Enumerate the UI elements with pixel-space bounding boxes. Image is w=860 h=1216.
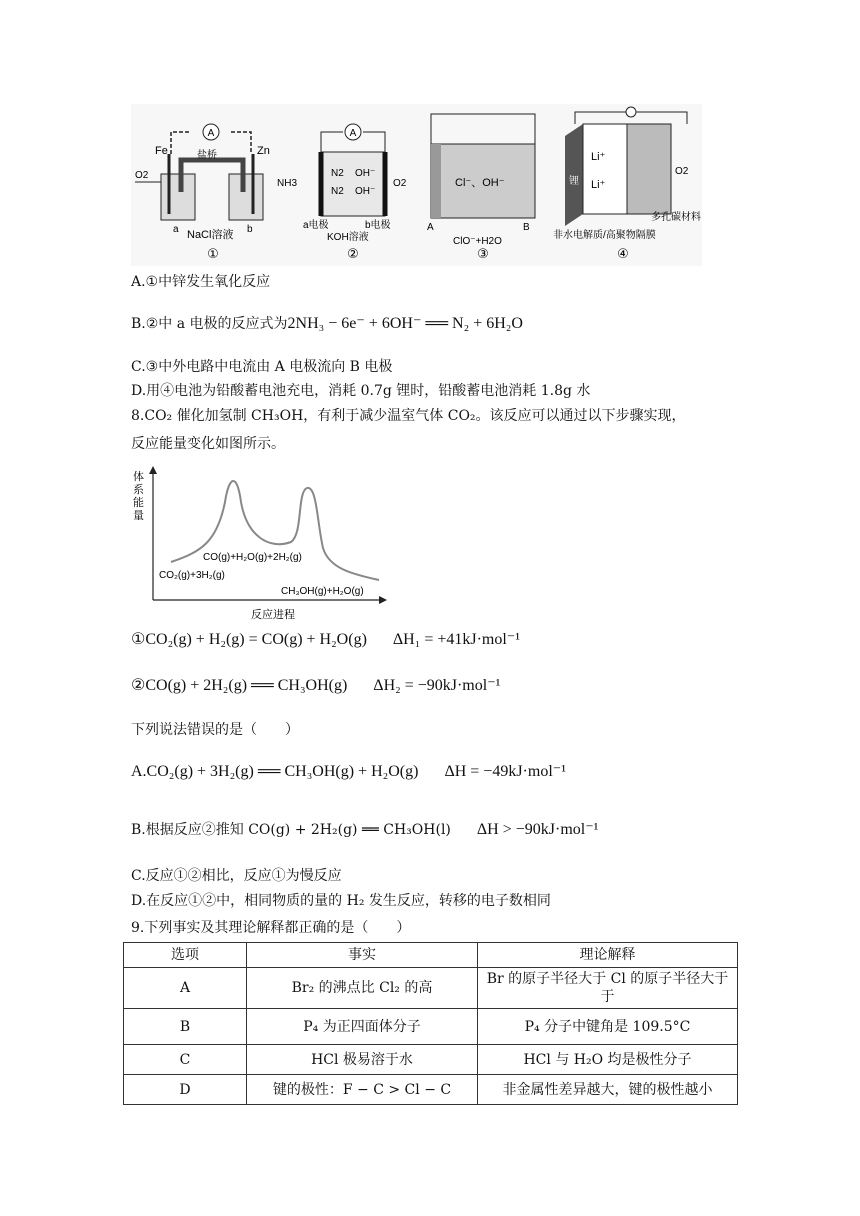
p2-oha: OH⁻ [355, 168, 376, 179]
electrochem-diagram [131, 104, 702, 266]
q8-eq1-dh: ΔH₁ = +41kJ·mol⁻¹ [392, 631, 521, 648]
p1-a: a [173, 224, 179, 235]
p2-o2: O2 [393, 178, 407, 189]
table-cell: 非金属性差异越大，键的极性越小 [478, 1075, 738, 1105]
table-cell: P₄ 分子中键角是 109.5°C [478, 1009, 738, 1045]
p2-aelec: a电极 [303, 220, 329, 231]
table-cell: B [124, 1009, 247, 1045]
q8-equation-2 [131, 676, 500, 696]
q8-equation-1 [131, 630, 520, 650]
table-cell [478, 968, 738, 1009]
table-cell: A [124, 968, 247, 1009]
table-row [124, 968, 738, 1009]
p3-b: B [523, 222, 530, 233]
table-cell: P₄ 为正四面体分子 [247, 1009, 478, 1045]
p4-lithium: 锂 [569, 176, 579, 187]
p2-nh3: NH3 [277, 178, 298, 189]
table-header-row [124, 943, 738, 968]
q8-question: 下列说法错误的是（ ） [131, 722, 299, 738]
table-header-cell: 理论解释 [478, 943, 738, 968]
energy-ylabel-4: 量 [133, 510, 144, 522]
p4-li2: Li⁺ [591, 179, 606, 191]
energy-ylabel-2: 系 [133, 484, 144, 496]
p1-fe: Fe [155, 145, 168, 157]
p2-belec: b电极 [365, 220, 391, 231]
table-row [124, 1009, 738, 1045]
q8-opt-b-dh: ΔH > −90kJ·mol⁻¹ [476, 821, 599, 838]
energy-label-end: CH₃OH(g)+H₂O(g) [281, 586, 364, 597]
q7-option-b-equation: 2NH₃ − 6e⁻ + 6OH⁻ ══ N₂ + 6H₂O [287, 315, 523, 332]
p2-meter: A [349, 128, 357, 139]
q8-eq2-dh: ΔH₂ = −90kJ·mol⁻¹ [373, 677, 501, 694]
q8-eq1-text: ①CO₂(g) + H₂(g) = CO(g) + H₂O(g) [131, 631, 367, 648]
p2-n2b: N2 [331, 186, 344, 197]
p1-saltbridge: 盐桥 [197, 150, 217, 161]
electrochem-figure [131, 104, 702, 266]
q8-stem-line2: 反应能量变化如图所示。 [131, 436, 285, 452]
p4-li1: Li⁺ [591, 151, 606, 163]
energy-diagram-svg [131, 462, 391, 624]
p3-bottom: ClO⁻+H2O [453, 236, 502, 247]
q7-option-b-prefix: B.②中 a 电极的反应式为 [131, 316, 288, 332]
energy-diagram [131, 462, 391, 624]
table-cell: 键的极性：F − C > Cl − C [247, 1075, 478, 1105]
energy-label-mid: CO(g)+H₂O(g)+2H₂(g) [203, 552, 302, 563]
q9-table [123, 942, 738, 1105]
table-header-cell: 事实 [247, 943, 478, 968]
p2-ohb: OH⁻ [355, 186, 376, 197]
energy-ylabel-1: 体 [133, 471, 144, 483]
p3-number: ③ [477, 246, 489, 261]
p4-o2: O2 [675, 166, 689, 177]
table-cell: HCl 与 H₂O 均是极性分子 [478, 1045, 738, 1075]
table-cell: HCl 极易溶于水 [247, 1045, 478, 1075]
q8-eq2-text: ②CO(g) + 2H₂(g) ══ CH₃OH(g) [131, 677, 348, 694]
q8-opt-a-text: A.CO₂(g) + 3H₂(g) ══ CH₃OH(g) + H₂O(g) [131, 763, 419, 780]
p1-number: ① [207, 246, 219, 261]
q7-option-c: C.③中外电路中电流由 A 电极流向 B 电极 [131, 359, 393, 375]
p2-number: ② [347, 246, 359, 261]
row-a-explain-tail: 于 [600, 989, 615, 1005]
p1-meter: A [207, 128, 215, 139]
q8-opt-b-text: B.根据反应②推知 CO(g) + 2H₂(g) ══ CH₃OH(l) [131, 822, 451, 838]
p4-number: ④ [617, 246, 629, 261]
panel-2 [277, 124, 407, 261]
q8-option-a [131, 762, 566, 782]
q7-option-d: D.用④电池为铅酸蓄电池充电，消耗 0.7g 锂时，铅酸蓄电池消耗 1.8g 水 [131, 383, 591, 399]
q8-option-d: D.在反应①②中，相同物质的量的 H₂ 发生反应，转移的电子数相同 [131, 893, 551, 909]
q9-stem: 9.下列事实及其理论解释都正确的是（ ） [131, 920, 411, 936]
panel-1 [135, 124, 270, 261]
panel-4 [553, 107, 701, 261]
p4-carbon: 多孔碳材料 [651, 212, 701, 223]
p3-a: A [427, 222, 434, 233]
p4-membrane: 非水电解质/高聚物隔膜 [553, 230, 656, 241]
table-cell: Br₂ 的沸点比 Cl₂ 的高 [247, 968, 478, 1009]
p2-solution: KOH溶液 [327, 232, 369, 243]
p1-solution: NaCl溶液 [187, 229, 234, 241]
q7-option-a: A.①中锌发生氧化反应 [131, 274, 271, 290]
energy-ylabel-3: 能 [133, 497, 144, 509]
q8-stem-line1: 8.CO₂ 催化加氢制 CH₃OH，有利于减少温室气体 CO₂。该反应可以通过以下步骤实现， [131, 408, 686, 424]
table-row [124, 1045, 738, 1075]
energy-label-start: CO₂(g)+3H₂(g) [159, 570, 225, 581]
q7-option-b [131, 314, 523, 334]
p2-n2a: N2 [331, 168, 344, 179]
p1-b: b [247, 224, 253, 235]
table-cell: C [124, 1045, 247, 1075]
p1-o2: O2 [135, 170, 149, 181]
table-row [124, 1075, 738, 1105]
table-cell: D [124, 1075, 247, 1105]
q8-option-c: C.反应①②相比，反应①为慢反应 [131, 868, 342, 884]
table-header-cell: 选项 [124, 943, 247, 968]
p3-ions: Cl⁻、OH⁻ [455, 177, 505, 189]
p1-zn: Zn [257, 145, 270, 157]
q8-option-b [131, 820, 598, 840]
q8-opt-a-dh: ΔH = −49kJ·mol⁻¹ [444, 763, 567, 780]
energy-curve [171, 481, 379, 580]
energy-xlabel: 反应进程 [251, 609, 295, 621]
panel-3 [427, 114, 535, 261]
row-a-explain: Br 的原子半径大于 Cl 的原子半径大于 [486, 971, 729, 987]
